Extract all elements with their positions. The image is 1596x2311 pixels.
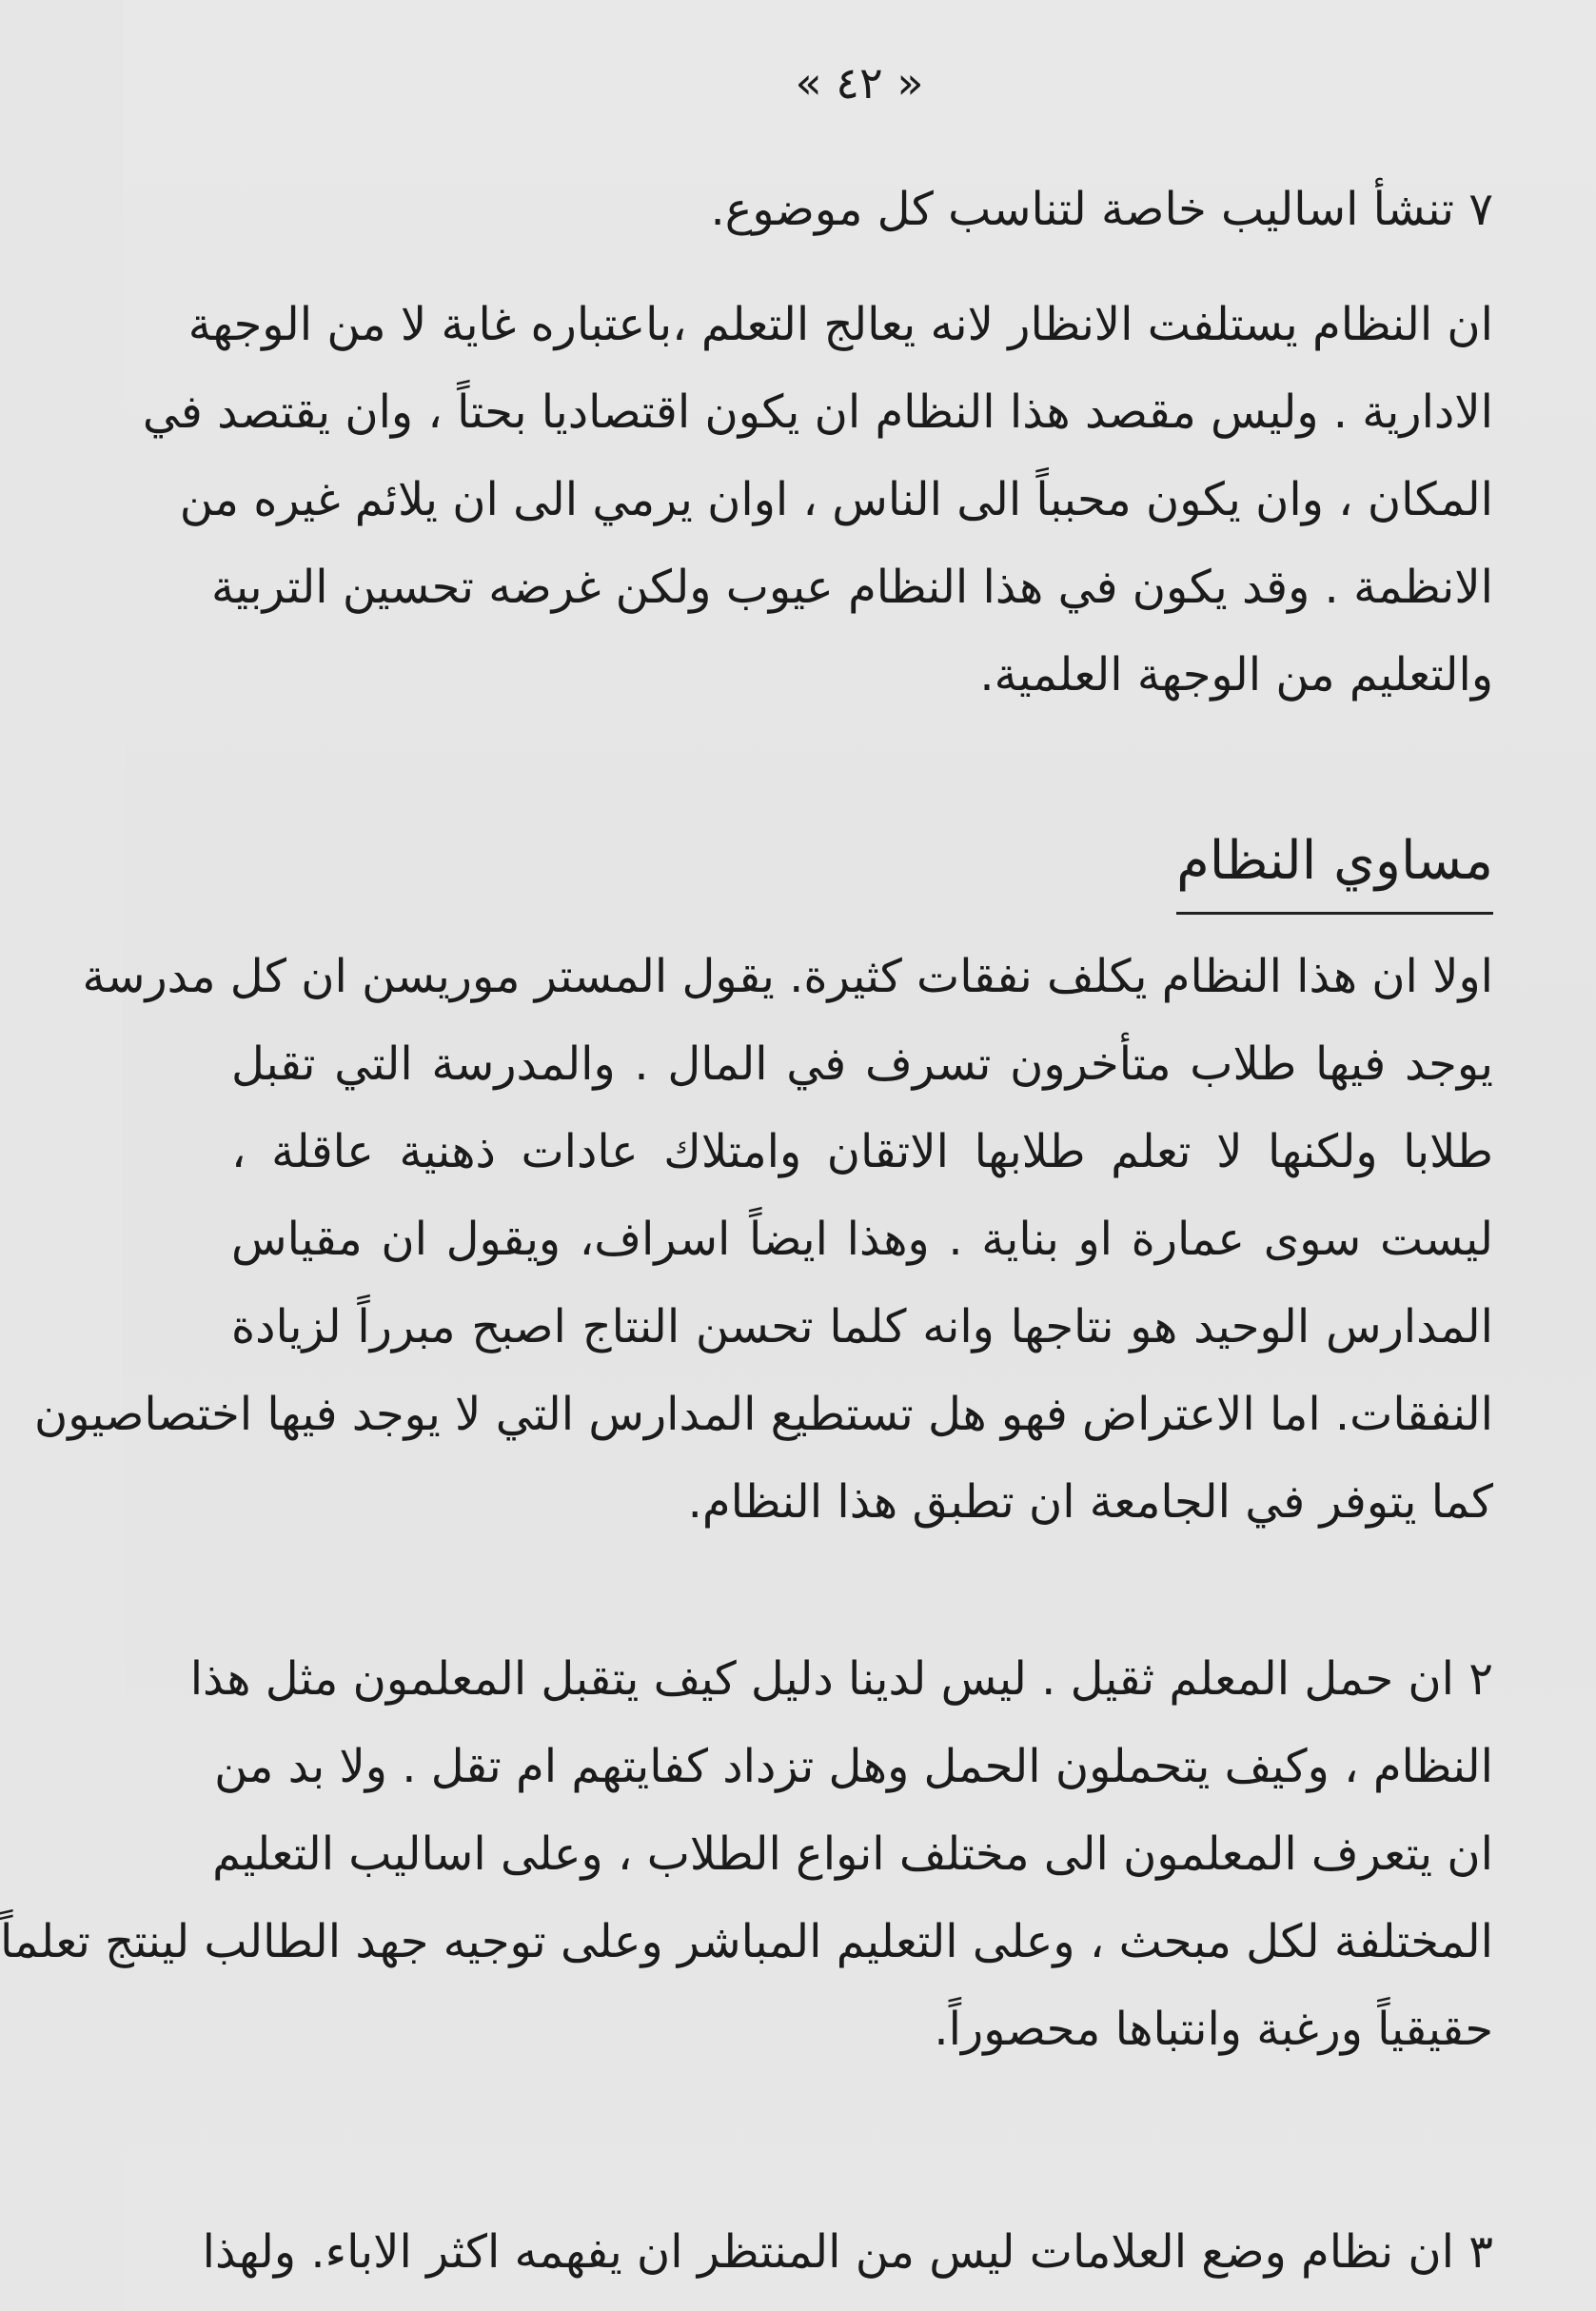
list-item-3 — [202, 2208, 1493, 2296]
text-line: الانظمة . وقد يكون في هذا النظام عيوب ولكن غرضه تحسين التربية — [211, 561, 1493, 614]
text-line: حقيقياً ورغبة وانتباها محصوراً. — [934, 2003, 1493, 2056]
text-line: الادارية . وليس مقصد هذا النظام ان يكون اقتصاديا بحتاً ، وان يقتصد في — [142, 385, 1493, 439]
text-line: ٢ ان حمل المعلم ثقيل . ليس لدينا دليل كيف يتقبل المعلمون مثل هذا — [189, 1652, 1493, 1706]
text-line: المختلفة لكل مبحث ، وعلى التعليم المباشر وعلى توجيه جهد الطالب لينتج تعلماً — [0, 1915, 1493, 1968]
list-item-7 — [231, 166, 1493, 253]
text-line: النفقات. اما الاعتراض فهو هل تستطيع المدارس التي لا يوجد فيها اختصاصيون — [34, 1388, 1493, 1441]
text-line: النظام ، وكيف يتحملون الحمل وهل تزداد كفايتهم ام تقل . ولا بد من — [214, 1740, 1493, 1793]
defects-paragraph — [34, 933, 1493, 1546]
text-line: اولا ان هذا النظام يكلف نفقات كثيرة. يقول المستر موريسن ان كل مدرسة — [82, 950, 1493, 1003]
text-line: كما يتوفر في الجامعة ان تطبق هذا النظام. — [687, 1475, 1493, 1529]
text-line: والتعليم من الوجهة العلمية. — [979, 648, 1493, 701]
text-line: ٧ تنشأ اساليب خاصة لتناسب كل موضوع. — [710, 183, 1493, 236]
text-line: يوجد فيها طلاب متأخرون تسرف في المال . والمدرسة التي تقبل — [231, 1037, 1493, 1091]
text-line: المكان ، وان يكون محبباً الى الناس ، اوان يرمي الى ان يلائم غيره من — [179, 473, 1493, 526]
text-line: ليست سوى عمارة او بناية . وهذا ايضاً اسراف، ويقول ان مقياس — [231, 1213, 1493, 1266]
text-line: المدارس الوحيد هو نتاجها وانه كلما تحسن النتاج اصبح مبرراً لزيادة — [231, 1300, 1493, 1353]
page-number: « ٤٢ » — [795, 57, 924, 109]
section-heading: مساوي النظام — [1176, 819, 1493, 915]
text-line: ان النظام يستلفت الانظار لانه يعالج التعلم ،باعتباره غاية لا من الوجهة — [187, 298, 1493, 351]
text-line: ٣ ان نظام وضع العلامات ليس من المنتظر ان يفهمه اكثر الاباء. ولهذا — [202, 2225, 1493, 2279]
intro-paragraph — [142, 281, 1493, 719]
text-line: ان يتعرف المعلمون الى مختلف انواع الطلاب ، وعلى اساليب التعليم — [212, 1827, 1493, 1881]
text-line: طلابا ولكنها لا تعلم طلابها الاتقان وامتلاك عادات ذهنية عاقلة ، — [231, 1125, 1493, 1178]
list-item-2 — [0, 1635, 1493, 2073]
